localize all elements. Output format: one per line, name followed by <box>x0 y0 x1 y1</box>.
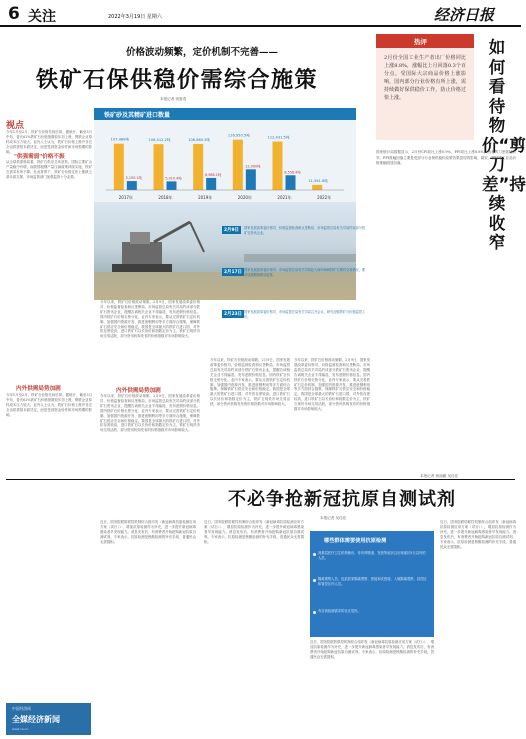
bar-series-b <box>206 178 216 190</box>
ad-line-2: 全媒经济新闻 <box>12 715 60 724</box>
value-label-a: 106,412.2吨 <box>148 138 171 143</box>
value-label-b: 12,000吨 <box>245 164 261 169</box>
value-label-b: 5,190.1吨 <box>125 176 143 181</box>
x-tick-label: 2017年 <box>118 195 133 200</box>
timeline-date: 2月17日 <box>224 270 242 275</box>
value-label-a: 116,950.5吨 <box>227 133 250 138</box>
bar-series-a <box>233 140 243 190</box>
x-tick-label: 2018年 <box>158 195 173 200</box>
vertical-headline-text: 如何看待物价“剪刀差”持续收窄 <box>482 38 526 252</box>
view-body-2: 今年1月至2月，铁矿石价格先扬后抑。据统计，截至3月中旬，普氏62%铁矿石价格指数较年初上涨，钢铁企业原料成本压力较大。业内人士认为，铁矿石价格上涨并非完全由供需基本面决定，而是受到资金炒作和市场预期的影响。 <box>6 393 92 417</box>
x-tick-label: 2022年 <box>317 195 332 200</box>
bullet-icon <box>313 611 316 614</box>
value-label-a: 112,431.5吨 <box>267 135 290 140</box>
chart-svg <box>94 120 356 202</box>
chart-title: 铁矿砂及其精矿进口数量 <box>104 112 171 119</box>
value-label-a: 11,941.6吨 <box>308 178 328 183</box>
section-title: 关注 <box>28 9 56 25</box>
antigen-box-item: 有自我检测需求的社区居民。 <box>318 609 361 613</box>
value-label-b: 8,556.4吨 <box>284 170 301 175</box>
ce-cn-advert[interactable] <box>6 703 91 735</box>
article-kicker: 价格波动频繁，定价机制不完善—— <box>126 47 279 58</box>
main-subheading: 内外供需局势加剧 <box>116 388 161 394</box>
bar-series-a <box>273 142 283 190</box>
bar-series-a <box>114 144 124 190</box>
view-heading: 视点 <box>6 121 25 131</box>
bar-series-b <box>246 169 256 190</box>
main-body-col-3: 今年以来，铁矿石价格波动频繁。2月9日，国家发展改革委价格司、价格监督检查和反垄断局、市场监管总局有关司局约谈部分铁矿石资讯企业，提醒告诫相关企业不得编造、发布虚假价格信息。国内铁矿石价格走势分化，业内专家表示，要从完善铁矿石定价机制、加强国内资源开发、推进废钢利用等多方面综合施策，保障铁矿石供应安全和价格稳定。我国是全球最大的铁矿石进口国，对外依存度较高，进口铁矿石以长协价和指数定价为主，铁矿石现货市场交易活跃，部分资讯机构发布的价格指数对市场影响较大。 <box>294 358 370 412</box>
view-subheading-2: 内外供需局势加剧 <box>16 386 61 392</box>
timeline-text: 国家发展改革委价格司、价格监督检查和反垄断局、市场监管总局有关司局约谈部分铁矿石资讯企业。 <box>244 226 366 235</box>
x-tick-label: 2019年 <box>198 195 213 200</box>
x-tick-label: 2020年 <box>237 195 252 200</box>
second-body-col-4: 近日，国务院联防联控机制综合组印发《新冠病毒抗原检测应用方案（试行）》，增加抗原检测作为补充，进一步提升新冠病毒感染者早发现能力。消息发布后，有消费者开始抢购新冠抗原自测试剂。专家表示，抗原检测是核酸检测的补充手段，普通民众无需囤积。 <box>440 520 516 549</box>
timeline-item <box>210 268 370 308</box>
antigen-box-item: 到基层医疗卫生机构就诊，伴有呼吸道、发热等症状且出现症状5天以内的人员。 <box>318 551 426 560</box>
bar-series-a <box>154 144 164 190</box>
view-subheading-1: "供强需弱"价格不振 <box>14 154 65 160</box>
second-body-col-3: 近日，国务院联防联控机制综合组印发《新冠病毒抗原检测应用方案（试行）》，增加抗原检测作为补充，进一步提升新冠病毒感染者早发现能力。消息发布后，有消费者开始抢购新冠抗原自测试剂。专家表示，抗原检测是核酸检测的补充手段，普通民众无需囤积。 <box>310 640 434 659</box>
ad-line-3: www.ce.cn <box>12 727 29 731</box>
timeline-date: 2月9日 <box>224 228 239 233</box>
article-headline: 铁矿石保供稳价需综合施策 <box>36 68 319 93</box>
antigen-box-item: 隔离观察人员，包括居家隔离观察、密接和次密接、入境隔离观察、封控区和管控区内人员。 <box>318 577 427 586</box>
article-byline: 本报记者 祝惠春 <box>160 97 187 101</box>
commentary-byline: 本报记者 林丽鹂 吴佳佳 <box>420 474 459 478</box>
main-body-col-2: 今年以来，铁矿石价格波动频繁。2月9日，国家发展改革委价格司、价格监督检查和反垄断局、市场监管总局有关司局约谈部分铁矿石资讯企业，提醒告诫相关企业不得编造、发布虚假价格信息。国内铁矿石价格走势分化，业内专家表示，要从完善铁矿石定价机制、加强国内资源开发、推进废钢利用等多方面综合施策，保障铁矿石供应安全和价格稳定。我国是全球最大的铁矿石进口国，对外依存度较高，进口铁矿石以长协价和指数定价为主，铁矿石现货市场交易活跃，部分资讯机构发布的价格指数对市场影响较大。 <box>210 358 290 407</box>
bullet-icon <box>313 553 316 556</box>
timeline-item <box>210 226 370 266</box>
bullet-icon <box>313 579 316 582</box>
antigen-info-box <box>310 531 434 637</box>
bar-series-b <box>286 175 296 190</box>
main-body-col-1a: 今年以来，铁矿石价格波动频繁。2月9日，国家发展改革委价格司、价格监督检查和反垄断局、市场监管总局有关司局约谈部分铁矿石资讯企业，提醒告诫相关企业不得编造、发布虚假价格信息。国内铁矿石价格走势分化，业内专家表示，要从完善铁矿石定价机制、加强国内资源开发、推进废钢利用等多方面综合施策，保障铁矿石供应安全和价格稳定。我国是全球最大的铁矿石进口国，对外依存度较高，进口铁矿石以长协价和指数定价为主，铁矿石现货市场交易活跃，部分资讯机构发布的价格指数对市场影响较大。 <box>100 300 200 339</box>
import-bar-chart <box>94 108 356 202</box>
issue-date: 2022年3月19日 星期六 <box>108 14 162 20</box>
commentary-body: 国家统计局数据显示，2月份CPI同比上涨0.9%，PPI同比上涨8.8%，两者剪刀差继续收窄。PPI涨幅回落主要是受部分行业保供稳价政策效果显现的影响，煤炭、钢材等工业品价格涨幅明显回落。 <box>376 150 516 166</box>
masthead-logo: 经济日报 <box>434 6 495 24</box>
ad-line-1: 中国经济网 <box>12 706 31 711</box>
timeline-date: 2月23日 <box>224 312 242 317</box>
view-intro: 今年1月至2月，铁矿石价格先扬后抑。据统计，截至3月中旬，普氏62%铁矿石价格指数较年初上涨，钢铁企业原料成本压力较大。业内人士认为，铁矿石价格上涨并非完全由供需基本面决定，而是受到资金炒作和市场预期的影响。 <box>6 130 92 154</box>
second-body-col-2: 近日，国务院联防联控机制综合组印发《新冠病毒抗原检测应用方案（试行）》，增加抗原检测作为补充，进一步提升新冠病毒感染者早发现能力。消息发布后，有消费者开始抢购新冠抗原自测试剂。专家表示，抗原检测是核酸检测的补充手段，普通民众无需囤积。 <box>204 520 304 544</box>
commentary-label-bar <box>376 34 474 48</box>
section-number: 6 <box>8 4 20 24</box>
policy-timeline <box>210 226 370 356</box>
x-tick-label: 2021年 <box>277 195 292 200</box>
second-body-col-1: 近日，国务院联防联控机制综合组印发《新冠病毒抗原检测应用方案（试行）》，增加抗原检测作为补充，进一步提升新冠病毒感染者早发现能力。消息发布后，有消费者开始抢购新冠抗原自测试剂。专家表示，抗原检测是核酸检测的补充手段，普通民众无需囤积。 <box>100 520 196 544</box>
second-article-byline: 本报记者 吴佳佳 <box>320 516 347 520</box>
section-divider <box>6 479 515 480</box>
bar-series-b <box>167 181 177 190</box>
value-label-b: 6,986.1吨 <box>204 172 222 177</box>
main-body-col-1b: 今年以来，铁矿石价格波动频繁。2月9日，国家发展改革委价格司、价格监督检查和反垄断局、市场监管总局有关司局约谈部分铁矿石资讯企业，提醒告诫相关企业不得编造、发布虚假价格信息。国内铁矿石价格走势分化，业内专家表示，要从完善铁矿石定价机制、加强国内资源开发、推进废钢利用等多方面综合施策，保障铁矿石供应安全和价格稳定。我国是全球最大的铁矿石进口国，对外依存度较高，进口铁矿石以长协价和指数定价为主，铁矿石现货市场交易活跃，部分资讯机构发布的价格指数对市场影响较大。 <box>100 394 200 433</box>
commentary-text: 2月份全国工业生产者出厂价格同比上涨8.8%，涨幅比上月回落0.3个百分点。受国际大宗商品价格上涨影响，国内部分行业价格有所上涨，需持续做好保供稳价工作，防止价格过快上涨。 <box>384 55 466 101</box>
antigen-box-title: 哪些群体需要使用抗原检测 <box>324 538 387 544</box>
value-label-a: 107,469吨 <box>110 137 130 142</box>
bar-series-b <box>127 181 137 190</box>
value-label-a: 106,865.5吨 <box>188 137 211 142</box>
bar-series-a <box>193 144 203 190</box>
timeline-text: 国家发展改革委价格司、市场监管总局有关司局赴大商所调研铁矿石期货交易情况，要求加强期现联动监管。 <box>244 268 366 277</box>
bar-series-a <box>312 185 322 190</box>
commentary-label: 热评 <box>414 38 427 46</box>
second-article-headline: 不必争抢新冠抗原自测试剂 <box>228 489 456 510</box>
timeline-item <box>210 310 370 350</box>
value-label-b: 5,010.4吨 <box>165 176 182 181</box>
commentary-box <box>376 48 474 140</box>
timeline-text: 国家发展改革委价格司、市场监管总局有关司局召开会议，研究加强铁矿石价格监管工作。 <box>244 310 366 319</box>
view-body-1: 从全球供需格局看，铁矿石供应总体宽松。国际主要矿山产量稳中有增，而我国粗钢产量压减政策持续实施，铁矿石需求有所下降。在此背景下，铁矿石价格过快上涨缺乏基本面支撑，市场监管部门加强监管十分必要。 <box>6 160 92 179</box>
